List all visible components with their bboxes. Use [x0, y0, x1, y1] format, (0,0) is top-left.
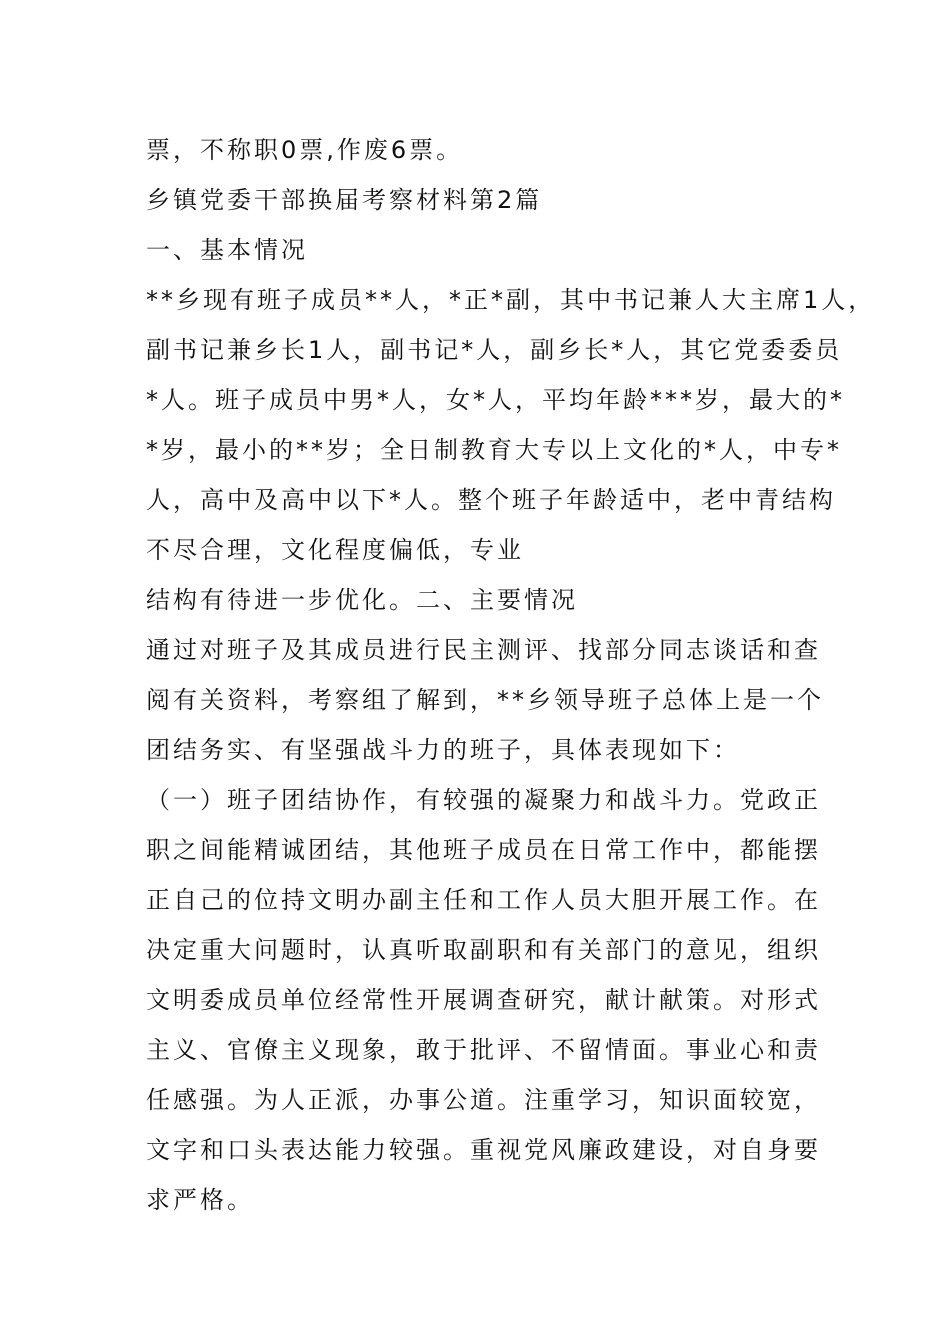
- text-line-14: （一）班子团结协作，有较强的凝聚力和战斗力。党政正: [146, 786, 821, 814]
- text-line-6: *人。班子成员中男*人，女*人，平均年龄***岁，最大的*: [146, 386, 845, 414]
- text-line-8: 人，高中及高中以下*人。整个班子年龄适中，老中青结构: [146, 486, 836, 514]
- text-line-1: 票，不称职0票,作废6票。: [146, 136, 464, 164]
- text-line-21: 文字和口头表达能力较强。重视党风廉政建设，对自身要: [146, 1136, 821, 1164]
- text-line-20: 任感强。为人正派，办事公道。注重学习，知识面较宽，: [146, 1086, 821, 1114]
- text-line-12: 阅有关资料，考察组了解到，**乡领导班子总体上是一个: [146, 686, 824, 714]
- heading-basic-situation: 一、基本情况: [146, 236, 308, 264]
- text-line-19: 主义、官僚主义现象，敢于批评、不留情面。事业心和责: [146, 1036, 821, 1064]
- text-line-11: 通过对班子及其成员进行民主测评、找部分同志谈话和查: [146, 636, 821, 664]
- text-line-5: 副书记兼乡长1人，副书记*人，副乡长*人，其它党委委员: [146, 336, 843, 364]
- text-line-15: 职之间能精诚团结，其他班子成员在日常工作中，都能摆: [146, 836, 821, 864]
- section-title: 乡镇党委干部换届考察材料第2篇: [146, 186, 543, 214]
- text-line-22: 求严格。: [146, 1186, 254, 1214]
- text-line-18: 文明委成员单位经常性开展调查研究，献计献策。对形式: [146, 986, 821, 1014]
- text-line-13: 团结务实、有坚强战斗力的班子，具体表现如下：: [146, 736, 740, 764]
- text-line-4: **乡现有班子成员**人，*正*副，其中书记兼人大主席1人，: [146, 286, 876, 314]
- text-line-9: 不尽合理，文化程度偏低，专业: [146, 536, 524, 564]
- text-line-7: *岁，最小的**岁；全日制教育大专以上文化的*人，中专*: [146, 436, 842, 464]
- text-line-10: 结构有待进一步优化。二、主要情况: [146, 586, 578, 614]
- text-line-17: 决定重大问题时，认真听取副职和有关部门的意见，组织: [146, 936, 821, 964]
- text-line-16: 正自己的位持文明办副主任和工作人员大胆开展工作。在: [146, 886, 821, 914]
